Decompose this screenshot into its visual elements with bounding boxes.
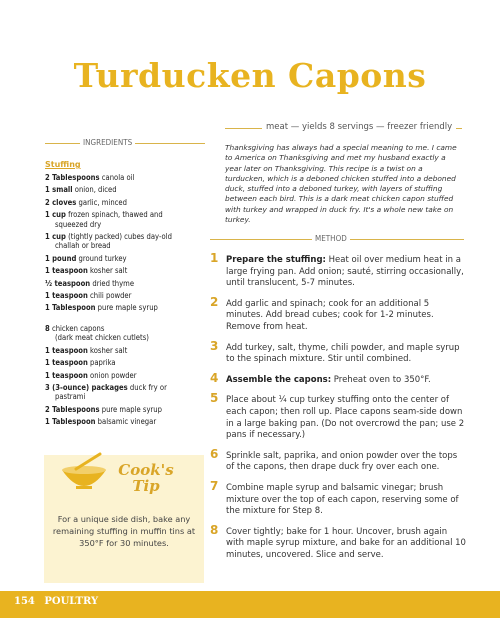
ingredient-text: ground turkey (78, 253, 127, 263)
ingredient-item (45, 324, 205, 343)
step-number: 5 (210, 391, 219, 406)
ingredient-text: (tightly packed) cubes day-old (68, 232, 172, 242)
step-text: Combine maple syrup and balsamic vinegar; brush mixture over the top of each capon, reserving some of the mixture for Step 8. (226, 482, 459, 517)
ingredient-qty: 3 (3-ounce) packages (45, 382, 128, 392)
step-number: 2 (210, 294, 219, 309)
step-number: 4 (210, 370, 219, 385)
ingredient-item (45, 405, 205, 414)
step-text: Preheat oven to 350°F. (331, 374, 431, 385)
ingredient-item (45, 198, 205, 207)
tagline: meat — yields 8 servings — freezer friendly (262, 122, 456, 132)
ingredients-list (45, 160, 205, 430)
step-text: Add garlic and spinach; cook for an additional 5 minutes. Add bread cubes; cook for 1-2 minutes. Remove from heat. (226, 298, 434, 332)
ingredient-subtext: challah or bread (55, 241, 111, 251)
step-text: Add turkey, salt, thyme, chili powder, and maple syrup to the spinach mixture. Stir until combined. (226, 342, 460, 365)
footer (14, 596, 98, 607)
ingredient-text: canola oil (101, 173, 135, 182)
ingredient-item (45, 185, 205, 194)
ingredient-item (45, 383, 205, 402)
ingredient-text: pure maple syrup (97, 303, 158, 313)
ingredient-qty: 1 teaspoon (45, 370, 88, 380)
cooks-tip-title-line2: Tip (132, 477, 160, 495)
ingredient-item (45, 417, 205, 426)
ingredient-text: pure maple syrup (101, 404, 162, 414)
method-step (210, 478, 466, 518)
ingredient-item (45, 371, 205, 380)
method-step (210, 391, 466, 441)
ingredient-qty: ½ teaspoon (45, 278, 91, 288)
ingredient-qty: 1 teaspoon (45, 358, 88, 368)
step-heading: Prepare the stuffing: (226, 255, 326, 265)
method-step (210, 294, 466, 334)
ingredient-text: paprika (90, 358, 116, 368)
ingredient-qty: 1 small (45, 185, 73, 195)
ingredient-text: kosher salt (90, 345, 128, 355)
cooks-tip-title (116, 462, 176, 494)
ingredient-text: kosher salt (90, 266, 128, 276)
method-step (210, 251, 466, 290)
page-number: 154 (14, 596, 35, 607)
ingredient-text: onion, diced (74, 185, 117, 195)
ingredient-qty: 1 teaspoon (45, 345, 88, 355)
step-number: 8 (210, 522, 219, 537)
ingredient-text: dried thyme (92, 278, 135, 288)
cooks-tip-box (44, 455, 204, 583)
ingredient-qty: 1 teaspoon (45, 266, 88, 276)
ingredient-item (45, 254, 205, 263)
ingredient-qty: 1 cup (45, 210, 66, 220)
step-number: 3 (210, 338, 219, 353)
step-number: 6 (210, 446, 219, 461)
ingredient-item (45, 358, 205, 367)
method-label: METHOD (312, 234, 350, 243)
ingredient-item (45, 266, 205, 275)
ingredient-qty: 2 Tablespoons (45, 404, 100, 414)
step-text: Place about ¼ cup turkey stuffing onto the center of each capon; then roll up. Place capons seam-side down in a large baking pan. (Do not overcrowd the pan; use 2 pans if necessary.) (226, 395, 465, 441)
ingredient-qty: 1 Tablespoon (45, 303, 96, 313)
ingredient-subtext: squeezed dry (55, 219, 102, 229)
cooks-tip-text: For a unique side dish, bake any remaining stuffing in muffin tins at 350°F for 30 minutes. (52, 514, 196, 548)
step-number: 7 (210, 478, 219, 493)
ingredient-text: duck fry or (129, 382, 167, 392)
recipe-intro: Thanksgiving has always had a special meaning to me. I came to America on Thanksgiving and met my husband exactly a year later on Thanksgiving. This recipe is a twist on a turducken, which is a deboned chicken stuffed into a deboned duck, stuffed into a deboned turkey, with layers of stuffing between each bird. This is a dark meat chicken capon stuffed with turkey and wrapped in duck fry. It's a whole new take on turkey. (225, 143, 457, 225)
ingredient-subtext: (dark meat chicken cutlets) (55, 333, 149, 343)
ingredient-text: frozen spinach, thawed and (68, 210, 163, 220)
step-heading: Assemble the capons: (226, 374, 332, 385)
ingredient-item (45, 173, 205, 182)
ingredient-qty: 1 cup (45, 232, 66, 242)
ingredient-item (45, 346, 205, 355)
stuffing-heading: Stuffing (45, 160, 81, 169)
ingredient-text: balsamic vinegar (97, 417, 157, 427)
step-text: Cover tightly; bake for 1 hour. Uncover, brush again with maple syrup mixture, and bake for an additional 10 minutes, uncovered. Slice and serve. (226, 526, 466, 560)
step-text: Heat oil over medium heat in a large frying pan. Add onion; sauté, stirring occasionally, until translucent, 5-7 minutes. (226, 255, 464, 289)
method-step (210, 522, 466, 562)
ingredient-item (45, 232, 205, 251)
ingredients-label: INGREDIENTS (80, 138, 135, 147)
ingredient-item (45, 291, 205, 300)
mixing-bowl-icon (56, 452, 112, 494)
ingredient-qty: 2 cloves (45, 197, 77, 207)
ingredient-item (45, 303, 205, 312)
method-steps (210, 251, 466, 570)
ingredient-qty: 1 Tablespoon (45, 417, 96, 427)
step-number: 1 (210, 251, 219, 265)
method-step (210, 446, 466, 474)
recipe-title: Turducken Capons (73, 56, 427, 95)
ingredient-text: garlic, minced (78, 197, 127, 207)
ingredient-text: chicken capons (51, 323, 105, 333)
ingredient-subtext: pastrami (55, 392, 86, 402)
method-step (210, 338, 466, 366)
ingredient-qty: 1 pound (45, 253, 77, 263)
cooks-tip-title-line1: Cook's (118, 461, 174, 479)
section-name: POULTRY (44, 596, 99, 607)
ingredient-text: onion powder (90, 370, 137, 380)
step-text: Sprinkle salt, paprika, and onion powder over the tops of the capons, then drape duck fry over each one. (226, 450, 458, 473)
method-step (210, 370, 466, 387)
ingredient-qty: 8 (45, 323, 50, 333)
ingredient-qty: 2 Tablespoons (45, 173, 100, 182)
ingredient-qty: 1 teaspoon (45, 291, 88, 301)
ingredient-item (45, 210, 205, 229)
ingredient-text: chili powder (90, 291, 132, 301)
ingredient-item (45, 279, 205, 288)
